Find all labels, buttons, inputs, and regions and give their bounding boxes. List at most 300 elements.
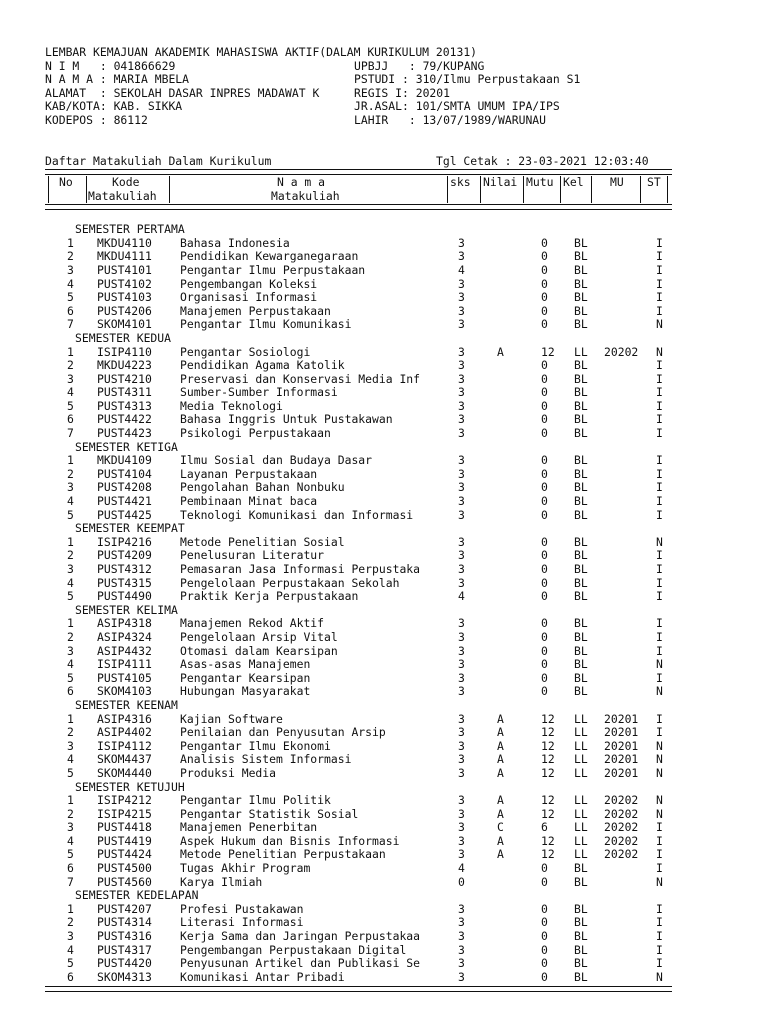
course-name: Metode Penelitian Sosial — [180, 535, 345, 549]
header-kode: Kode — [112, 175, 140, 190]
course-row — [45, 305, 725, 319]
header-st: ST — [647, 175, 661, 190]
course-no: 5 — [67, 765, 74, 780]
course-mutu: 0 — [541, 643, 548, 658]
course-code: PUST4422 — [97, 412, 152, 427]
course-row — [45, 903, 725, 917]
course-status: I — [656, 412, 663, 427]
course-code: MKDU4109 — [97, 453, 152, 468]
course-code: ISIP4111 — [97, 657, 152, 672]
course-mutu: 0 — [541, 562, 548, 576]
course-code: MKDU4111 — [97, 249, 152, 264]
course-status: N — [656, 752, 663, 767]
course-sks: 4 — [458, 262, 465, 277]
course-name: Sumber-Sumber Informasi — [180, 386, 338, 400]
course-row — [45, 495, 725, 509]
course-no: 5 — [67, 670, 74, 685]
course-sks: 3 — [458, 453, 465, 468]
header-nama: N a m a — [277, 175, 326, 190]
course-sks: 3 — [458, 806, 465, 821]
course-sks: 3 — [458, 562, 465, 576]
course-mutu: 0 — [541, 466, 548, 481]
course-code: PUST4312 — [97, 562, 152, 576]
course-code: SKOM4437 — [97, 752, 152, 767]
course-mu: 20202 — [604, 344, 639, 359]
course-no: 3 — [67, 820, 74, 835]
course-kel: BL — [574, 956, 588, 971]
course-row — [45, 876, 725, 890]
kodepos-field: KODEPOS : 86112 — [45, 112, 148, 127]
course-sks: 3 — [458, 765, 465, 780]
course-sks: 3 — [458, 711, 465, 726]
course-name: Pengantar Ilmu Komunikasi — [180, 318, 352, 332]
course-row — [45, 468, 725, 482]
course-kel: LL — [574, 752, 588, 767]
course-mu: 20202 — [604, 847, 639, 862]
semester-heading-row — [45, 223, 725, 237]
course-row — [45, 264, 725, 278]
course-status: N — [656, 793, 663, 808]
course-mutu: 12 — [541, 344, 555, 359]
course-status: I — [656, 643, 663, 658]
course-grade: A — [497, 711, 504, 726]
course-name: Profesi Pustakawan — [180, 902, 304, 916]
course-status: I — [656, 276, 663, 291]
course-status: I — [656, 847, 663, 862]
header-kel: Kel — [563, 175, 584, 190]
course-sks: 3 — [458, 684, 465, 699]
course-code: PUST4208 — [97, 480, 152, 495]
course-code: PUST4425 — [97, 507, 152, 522]
course-status: I — [656, 494, 663, 509]
course-mutu: 0 — [541, 861, 548, 876]
course-no: 4 — [67, 752, 74, 767]
course-status: I — [656, 398, 663, 413]
semester-heading-row — [45, 441, 725, 455]
course-kel: BL — [574, 371, 588, 386]
course-kel: BL — [574, 303, 588, 318]
course-status: I — [656, 629, 663, 644]
course-code: PUST4423 — [97, 426, 152, 441]
course-code: PUST4420 — [97, 956, 152, 971]
semester-block — [45, 223, 725, 332]
course-row — [45, 400, 725, 414]
course-no: 5 — [67, 398, 74, 413]
course-code: PUST4500 — [97, 861, 152, 876]
course-row — [45, 413, 725, 427]
course-mutu: 0 — [541, 412, 548, 427]
course-code: PUST4207 — [97, 901, 152, 916]
course-code: ISIP4215 — [97, 806, 152, 821]
course-kel: BL — [574, 684, 588, 699]
course-sks: 3 — [458, 820, 465, 835]
course-no: 3 — [67, 929, 74, 944]
nim-field: N I M : 041866629 — [45, 58, 176, 73]
course-kel: LL — [574, 344, 588, 359]
course-no: 1 — [67, 235, 74, 250]
course-code: PUST4105 — [97, 670, 152, 685]
course-mutu: 12 — [541, 793, 555, 808]
course-mutu: 12 — [541, 738, 555, 753]
course-sks: 3 — [458, 426, 465, 441]
course-name: Otomasi dalam Kearsipan — [180, 644, 338, 658]
course-name: Pembinaan Minat baca — [180, 495, 318, 509]
semester-list — [45, 223, 725, 984]
course-name: Karya Ilmiah — [180, 875, 263, 889]
header-no: No — [59, 175, 73, 190]
course-row — [45, 481, 725, 495]
course-status: I — [656, 466, 663, 481]
course-name: Pengembangan Koleksi — [180, 277, 318, 291]
course-status: N — [656, 534, 663, 549]
pstudi-field: PSTUDI : 310/Ilmu Perpustakaan S1 — [354, 72, 581, 87]
course-status: I — [656, 371, 663, 386]
course-name: Pengelolaan Arsip Vital — [180, 630, 338, 644]
course-kel: BL — [574, 575, 588, 590]
course-mutu: 0 — [541, 874, 548, 889]
course-no: 1 — [67, 453, 74, 468]
course-no: 5 — [67, 847, 74, 862]
course-name: Manajemen Rekod Aktif — [180, 617, 325, 631]
course-code: MKDU4110 — [97, 235, 152, 250]
course-no: 2 — [67, 466, 74, 481]
course-kel: LL — [574, 725, 588, 740]
course-mutu: 12 — [541, 711, 555, 726]
course-code: PUST4317 — [97, 942, 152, 957]
double-rule-bottom — [45, 986, 672, 992]
semester-block — [45, 781, 725, 890]
course-name: Manajemen Penerbitan — [180, 821, 318, 835]
semester-heading-row — [45, 332, 725, 346]
course-no: 3 — [67, 738, 74, 753]
course-no: 7 — [67, 317, 74, 332]
course-row — [45, 685, 725, 699]
course-row — [45, 821, 725, 835]
course-row — [45, 726, 725, 740]
course-no: 2 — [67, 915, 74, 930]
course-status: I — [656, 385, 663, 400]
course-no: 3 — [67, 480, 74, 495]
course-code: ASIP4318 — [97, 616, 152, 631]
course-row — [45, 971, 725, 985]
course-name: Pengantar Kearsipan — [180, 671, 311, 685]
course-no: 2 — [67, 725, 74, 740]
course-status: I — [656, 358, 663, 373]
course-no: 1 — [67, 534, 74, 549]
course-name: Metode Penelitian Perpustakaan — [180, 848, 386, 862]
course-code: PUST4490 — [97, 589, 152, 604]
course-status: I — [656, 290, 663, 305]
course-no: 3 — [67, 643, 74, 658]
course-code: ASIP4316 — [97, 711, 152, 726]
course-status: N — [656, 969, 663, 984]
course-row — [45, 577, 725, 591]
course-row — [45, 767, 725, 781]
course-mutu: 0 — [541, 494, 548, 509]
course-mutu: 0 — [541, 480, 548, 495]
header-mu: MU — [610, 175, 624, 190]
course-code: PUST4421 — [97, 494, 152, 509]
course-no: 7 — [67, 426, 74, 441]
course-mutu: 0 — [541, 670, 548, 685]
semester-block — [45, 889, 725, 984]
course-kel: BL — [574, 670, 588, 685]
semester-title: SEMESTER KETUJUH — [75, 779, 185, 794]
course-name: Layanan Perpustakaan — [180, 467, 318, 481]
course-row — [45, 590, 725, 604]
course-name: Aspek Hukum dan Bisnis Informasi — [180, 834, 400, 848]
course-sks: 3 — [458, 466, 465, 481]
course-mutu: 0 — [541, 262, 548, 277]
course-no: 5 — [67, 956, 74, 971]
course-name: Organisasi Informasi — [180, 291, 318, 305]
course-code: PUST4419 — [97, 833, 152, 848]
semester-title: SEMESTER PERTAMA — [75, 222, 185, 237]
course-mutu: 12 — [541, 833, 555, 848]
course-kel: LL — [574, 793, 588, 808]
course-name: Hubungan Masyarakat — [180, 685, 311, 699]
course-kel: BL — [574, 929, 588, 944]
course-sks: 3 — [458, 398, 465, 413]
semester-title: SEMESTER KEDUA — [75, 330, 172, 345]
course-row — [45, 808, 725, 822]
course-kel: BL — [574, 494, 588, 509]
course-mutu: 12 — [541, 847, 555, 862]
course-sks: 3 — [458, 643, 465, 658]
course-kel: BL — [574, 276, 588, 291]
course-code: MKDU4223 — [97, 358, 152, 373]
course-status: I — [656, 901, 663, 916]
semester-heading-row — [45, 889, 725, 903]
course-code: ASIP4402 — [97, 725, 152, 740]
course-no: 5 — [67, 290, 74, 305]
course-code: PUST4209 — [97, 548, 152, 563]
course-sks: 3 — [458, 534, 465, 549]
course-sks: 3 — [458, 303, 465, 318]
course-kel: LL — [574, 847, 588, 862]
course-name: Preservasi dan Konservasi Media Inf — [180, 372, 421, 386]
course-no: 5 — [67, 507, 74, 522]
course-row — [45, 291, 725, 305]
course-name: Bahasa Inggris Untuk Pustakawan — [180, 413, 393, 427]
course-row — [45, 930, 725, 944]
course-code: PUST4316 — [97, 929, 152, 944]
course-sks: 3 — [458, 901, 465, 916]
course-sks: 3 — [458, 290, 465, 305]
course-no: 4 — [67, 385, 74, 400]
course-grade: A — [497, 725, 504, 740]
course-kel: LL — [574, 765, 588, 780]
course-no: 2 — [67, 806, 74, 821]
document-title: LEMBAR KEMAJUAN AKADEMIK MAHASISWA AKTIF(DALAM KURIKULUM 20131) — [45, 45, 478, 59]
course-status: N — [656, 765, 663, 780]
course-name: Pendidikan Agama Katolik — [180, 359, 345, 373]
course-mutu: 0 — [541, 290, 548, 305]
list-title: Daftar Matakuliah Dalam Kurikulum — [45, 153, 272, 168]
course-name: Analisis Sistem Informasi — [180, 753, 352, 767]
course-grade: A — [497, 738, 504, 753]
semester-heading-row — [45, 699, 725, 713]
course-name: Pengembangan Perpustakaan Digital — [180, 943, 407, 957]
course-mutu: 0 — [541, 589, 548, 604]
course-code: PUST4101 — [97, 262, 152, 277]
course-code: PUST4560 — [97, 874, 152, 889]
course-code: PUST4313 — [97, 398, 152, 413]
semester-block — [45, 441, 725, 523]
course-grade: A — [497, 793, 504, 808]
course-grade: C — [497, 820, 504, 835]
course-status: I — [656, 711, 663, 726]
course-mutu: 0 — [541, 942, 548, 957]
course-name: Pendidikan Kewarganegaraan — [180, 250, 359, 264]
course-no: 6 — [67, 861, 74, 876]
course-row — [45, 373, 725, 387]
course-code: ASIP4432 — [97, 643, 152, 658]
course-mu: 20202 — [604, 820, 639, 835]
course-status: N — [656, 684, 663, 699]
course-code: SKOM4103 — [97, 684, 152, 699]
course-kel: BL — [574, 507, 588, 522]
course-sks: 3 — [458, 657, 465, 672]
kabkota-field: KAB/KOTA: KAB. SIKKA — [45, 99, 183, 114]
course-kel: BL — [574, 480, 588, 495]
course-name: Penilaian dan Penyusutan Arsip — [180, 726, 386, 740]
course-mutu: 0 — [541, 929, 548, 944]
semester-block — [45, 699, 725, 781]
course-no: 3 — [67, 262, 74, 277]
course-no: 3 — [67, 562, 74, 576]
course-mutu: 0 — [541, 684, 548, 699]
course-name: Pengelolaan Perpustakaan Sekolah — [180, 576, 400, 590]
course-mu: 20201 — [604, 738, 639, 753]
course-kel: BL — [574, 398, 588, 413]
course-name: Praktik Kerja Perpustakaan — [180, 590, 359, 604]
course-sks: 3 — [458, 969, 465, 984]
course-status: I — [656, 249, 663, 264]
course-name: Pengantar Ilmu Politik — [180, 794, 331, 808]
course-row — [45, 617, 725, 631]
course-kel: BL — [574, 915, 588, 930]
header-mutu: Mutu — [526, 175, 554, 190]
course-sks: 3 — [458, 494, 465, 509]
course-name: Media Teknologi — [180, 399, 283, 413]
course-row — [45, 916, 725, 930]
course-row — [45, 848, 725, 862]
course-kel: BL — [574, 290, 588, 305]
course-status: I — [656, 942, 663, 957]
course-sks: 4 — [458, 589, 465, 604]
course-row — [45, 631, 725, 645]
course-sks: 4 — [458, 861, 465, 876]
course-no: 4 — [67, 575, 74, 590]
semester-block — [45, 522, 725, 604]
course-row — [45, 427, 725, 441]
regis-field: REGIS I: 20201 — [354, 85, 451, 100]
course-code: ISIP4112 — [97, 738, 152, 753]
course-mutu: 0 — [541, 426, 548, 441]
course-no: 6 — [67, 412, 74, 427]
semester-block — [45, 332, 725, 441]
course-kel: BL — [574, 235, 588, 250]
course-name: Pengantar Sosiologi — [180, 345, 311, 359]
course-no: 6 — [67, 684, 74, 699]
course-name: Penelusuran Literatur — [180, 549, 325, 563]
course-sks: 3 — [458, 793, 465, 808]
course-row — [45, 672, 725, 686]
course-kel: BL — [574, 969, 588, 984]
course-mu: 20202 — [604, 833, 639, 848]
course-sks: 3 — [458, 358, 465, 373]
course-kel: BL — [574, 426, 588, 441]
table-header — [45, 176, 725, 203]
course-kel: BL — [574, 453, 588, 468]
course-sks: 3 — [458, 956, 465, 971]
course-kel: BL — [574, 616, 588, 631]
upbjj-field: UPBJJ : 79/KUPANG — [354, 58, 485, 73]
course-kel: LL — [574, 806, 588, 821]
course-mu: 20202 — [604, 806, 639, 821]
course-mutu: 0 — [541, 235, 548, 250]
semester-title: SEMESTER KEDELAPAN — [75, 888, 199, 903]
course-code: PUST4315 — [97, 575, 152, 590]
course-mutu: 6 — [541, 820, 548, 835]
course-no: 1 — [67, 711, 74, 726]
course-no: 2 — [67, 629, 74, 644]
course-kel: BL — [574, 874, 588, 889]
course-status: N — [656, 317, 663, 332]
course-code: PUST4102 — [97, 276, 152, 291]
course-name: Pengantar Ilmu Perpustakaan — [180, 263, 366, 277]
semester-title: SEMESTER KEENAM — [75, 697, 178, 712]
course-row — [45, 957, 725, 971]
course-row — [45, 318, 725, 332]
course-kel: BL — [574, 249, 588, 264]
course-mutu: 0 — [541, 358, 548, 373]
course-mutu: 12 — [541, 765, 555, 780]
course-mutu: 0 — [541, 616, 548, 631]
course-kel: LL — [574, 833, 588, 848]
header-kode-line2: Matakuliah — [88, 188, 157, 203]
course-row — [45, 835, 725, 849]
course-no: 6 — [67, 303, 74, 318]
course-row — [45, 549, 725, 563]
course-kel: BL — [574, 317, 588, 332]
course-code: PUST4314 — [97, 915, 152, 930]
course-name: Pengolahan Bahan Nonbuku — [180, 481, 345, 495]
course-sks: 3 — [458, 847, 465, 862]
course-kel: BL — [574, 629, 588, 644]
course-no: 3 — [67, 371, 74, 386]
double-rule-header — [45, 204, 672, 210]
course-status: I — [656, 426, 663, 441]
course-kel: BL — [574, 412, 588, 427]
course-name: Pemasaran Jasa Informasi Perpustaka — [180, 563, 421, 576]
course-mu: 20201 — [604, 725, 639, 740]
course-name: Bahasa Indonesia — [180, 236, 290, 250]
course-status: I — [656, 575, 663, 590]
course-grade: A — [497, 765, 504, 780]
course-no: 1 — [67, 344, 74, 359]
list-caption-row — [45, 155, 725, 169]
course-kel: LL — [574, 738, 588, 753]
semester-title: SEMESTER KEEMPAT — [75, 521, 185, 536]
header-sks: sks — [450, 175, 471, 190]
course-no: 2 — [67, 249, 74, 264]
course-kel: LL — [574, 711, 588, 726]
course-grade: A — [497, 344, 504, 359]
course-mutu: 0 — [541, 398, 548, 413]
semester-heading-row — [45, 604, 725, 618]
